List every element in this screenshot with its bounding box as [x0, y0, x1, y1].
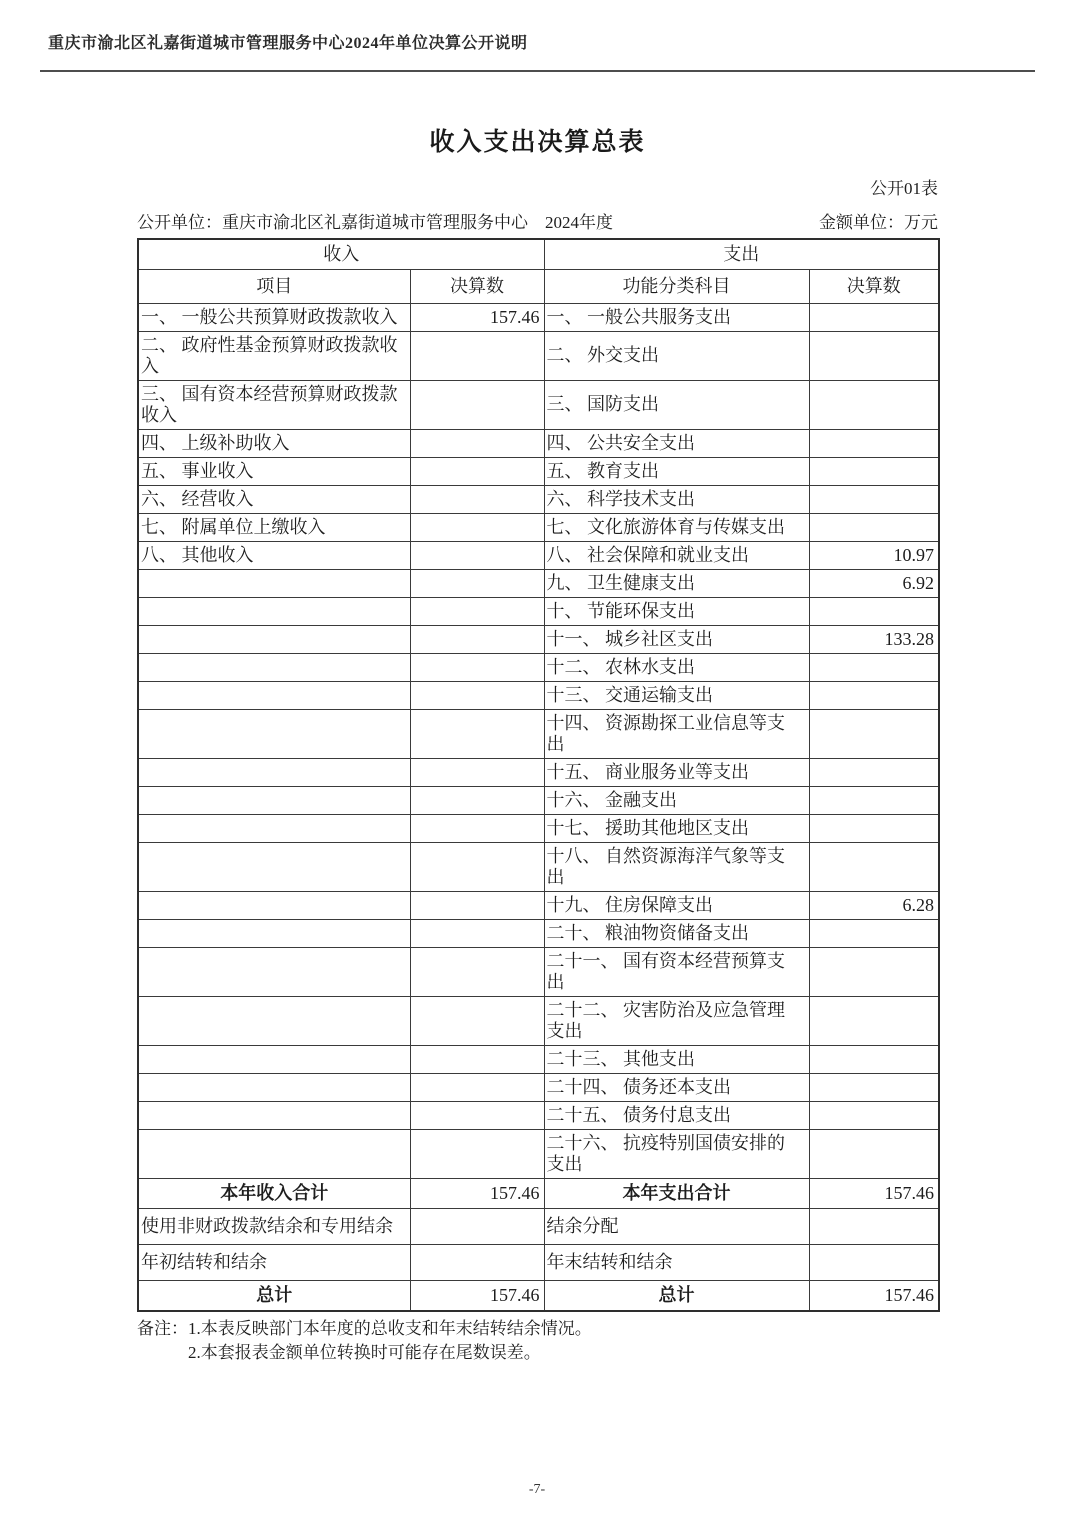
col-header-amount: 决算数 — [410, 269, 544, 303]
expense-value-cell: 6.92 — [809, 569, 939, 597]
expense-item-cell: 十三、 交通运输支出 — [544, 681, 809, 709]
table-row — [138, 1045, 939, 1073]
content-area — [137, 122, 938, 1365]
expense-item-cell: 三、 国防支出 — [544, 380, 809, 429]
income-summary-value-cell: 157.46 — [410, 1280, 544, 1311]
col-header-item: 项目 — [138, 269, 410, 303]
income-value-cell — [410, 1101, 544, 1129]
income-value-cell — [410, 457, 544, 485]
income-summary-label-cell: 本年收入合计 — [138, 1178, 410, 1208]
income-item-cell — [138, 1073, 410, 1101]
income-summary-label-cell: 总计 — [138, 1280, 410, 1311]
income-item-cell — [138, 597, 410, 625]
table-row — [138, 947, 939, 996]
expense-item-cell: 十、 节能环保支出 — [544, 597, 809, 625]
table-row — [138, 429, 939, 457]
table-row — [138, 513, 939, 541]
income-value-cell — [410, 842, 544, 891]
income-item-cell: 二、 政府性基金预算财政拨款收入 — [138, 331, 410, 380]
table-row — [138, 541, 939, 569]
expense-value-cell: 10.97 — [809, 541, 939, 569]
expense-item-cell: 十八、 自然资源海洋气象等支出 — [544, 842, 809, 891]
table-row — [138, 303, 939, 331]
expense-item-cell: 十九、 住房保障支出 — [544, 891, 809, 919]
expense-item-cell: 一、 一般公共服务支出 — [544, 303, 809, 331]
expense-item-cell: 八、 社会保障和就业支出 — [544, 541, 809, 569]
note-line-1: 备注：1.本表反映部门本年度的总收支和年末结转结余情况。 — [137, 1318, 592, 1338]
summary-row — [138, 1178, 939, 1208]
expense-item-cell: 二、 外交支出 — [544, 331, 809, 380]
doc-header: 重庆市渝北区礼嘉街道城市管理服务中心2024年单位决算公开说明 — [48, 35, 528, 52]
expense-item-cell: 十二、 农林水支出 — [544, 653, 809, 681]
income-summary-value-cell — [410, 1208, 544, 1244]
expense-value-cell: 6.28 — [809, 891, 939, 919]
expense-summary-value-cell — [809, 1244, 939, 1280]
expense-value-cell: 133.28 — [809, 625, 939, 653]
income-item-cell: 三、 国有资本经营预算财政拨款收入 — [138, 380, 410, 429]
income-value-cell — [410, 891, 544, 919]
expense-item-cell: 二十六、 抗疫特别国债安排的支出 — [544, 1129, 809, 1178]
income-item-cell — [138, 1045, 410, 1073]
income-item-cell: 五、 事业收入 — [138, 457, 410, 485]
page-number: -7- — [528, 1482, 546, 1497]
table-head — [138, 239, 939, 303]
income-value-cell — [410, 681, 544, 709]
income-item-cell — [138, 947, 410, 996]
table-row — [138, 597, 939, 625]
expense-value-cell — [809, 681, 939, 709]
table-row — [138, 625, 939, 653]
income-value-cell — [410, 569, 544, 597]
col-header-amount-2: 决算数 — [809, 269, 939, 303]
income-summary-label-cell: 使用非财政拨款结余和专用结余 — [138, 1208, 410, 1244]
table-body — [138, 303, 939, 1311]
table-row — [138, 485, 939, 513]
expense-value-cell — [809, 947, 939, 996]
page-title: 收入支出决算总表 — [429, 129, 646, 156]
summary-row — [138, 1280, 939, 1311]
section-header-row — [138, 239, 939, 269]
income-item-cell — [138, 786, 410, 814]
expense-value-cell — [809, 485, 939, 513]
income-item-cell — [138, 1129, 410, 1178]
income-value-cell — [410, 597, 544, 625]
expense-value-cell — [809, 1101, 939, 1129]
income-value-cell — [410, 485, 544, 513]
income-item-cell — [138, 569, 410, 597]
table-row — [138, 786, 939, 814]
income-value-cell — [410, 709, 544, 758]
expense-item-cell: 六、 科学技术支出 — [544, 485, 809, 513]
table-row — [138, 996, 939, 1045]
income-summary-value-cell: 157.46 — [410, 1178, 544, 1208]
expense-section-header: 支出 — [544, 239, 939, 269]
table-row — [138, 1073, 939, 1101]
summary-row — [138, 1244, 939, 1280]
table-row — [138, 1101, 939, 1129]
income-summary-label-cell: 年初结转和结余 — [138, 1244, 410, 1280]
income-item-cell — [138, 919, 410, 947]
income-value-cell: 157.46 — [410, 303, 544, 331]
income-value-cell — [410, 947, 544, 996]
expense-value-cell — [809, 331, 939, 380]
expense-item-cell: 九、 卫生健康支出 — [544, 569, 809, 597]
income-value-cell — [410, 429, 544, 457]
table-row — [138, 457, 939, 485]
income-value-cell — [410, 653, 544, 681]
expense-value-cell — [809, 429, 939, 457]
expense-item-cell: 二十四、 债务还本支出 — [544, 1073, 809, 1101]
table-row — [138, 331, 939, 380]
expense-summary-label-cell: 本年支出合计 — [544, 1178, 809, 1208]
expense-item-cell: 十四、 资源勘探工业信息等支出 — [544, 709, 809, 758]
expense-value-cell — [809, 1045, 939, 1073]
expense-value-cell — [809, 1073, 939, 1101]
table-row — [138, 380, 939, 429]
income-item-cell: 六、 经营收入 — [138, 485, 410, 513]
expense-summary-value-cell: 157.46 — [809, 1280, 939, 1311]
income-item-cell — [138, 1101, 410, 1129]
expense-item-cell: 十五、 商业服务业等支出 — [544, 758, 809, 786]
expense-item-cell: 十七、 援助其他地区支出 — [544, 814, 809, 842]
table-row — [138, 1129, 939, 1178]
expense-summary-label-cell: 结余分配 — [544, 1208, 809, 1244]
table-row — [138, 681, 939, 709]
expense-item-cell: 五、 教育支出 — [544, 457, 809, 485]
amount-unit-label: 金额单位：万元 — [819, 213, 938, 232]
notes — [137, 1317, 938, 1365]
income-item-cell: 八、 其他收入 — [138, 541, 410, 569]
income-value-cell — [410, 919, 544, 947]
header-divider — [40, 70, 1035, 72]
expense-value-cell — [809, 758, 939, 786]
expense-item-cell: 二十三、 其他支出 — [544, 1045, 809, 1073]
expense-value-cell — [809, 597, 939, 625]
income-item-cell — [138, 891, 410, 919]
income-value-cell — [410, 541, 544, 569]
table-code-label: 公开01表 — [870, 179, 938, 198]
income-item-cell — [138, 842, 410, 891]
income-item-cell — [138, 625, 410, 653]
income-value-cell — [410, 1129, 544, 1178]
disclosure-unit-label: 公开单位：重庆市渝北区礼嘉街道城市管理服务中心 2024年度 — [137, 213, 613, 232]
expense-item-cell: 二十一、 国有资本经营预算支出 — [544, 947, 809, 996]
income-value-cell — [410, 786, 544, 814]
expense-item-cell: 四、 公共安全支出 — [544, 429, 809, 457]
expense-value-cell — [809, 513, 939, 541]
income-value-cell — [410, 513, 544, 541]
income-value-cell — [410, 1073, 544, 1101]
income-item-cell: 一、 一般公共预算财政拨款收入 — [138, 303, 410, 331]
income-item-cell — [138, 681, 410, 709]
income-value-cell — [410, 331, 544, 380]
income-value-cell — [410, 380, 544, 429]
expense-value-cell — [809, 919, 939, 947]
income-value-cell — [410, 814, 544, 842]
expense-summary-value-cell: 157.46 — [809, 1178, 939, 1208]
income-value-cell — [410, 1045, 544, 1073]
income-item-cell — [138, 653, 410, 681]
expense-value-cell — [809, 814, 939, 842]
summary-row — [138, 1208, 939, 1244]
table-row — [138, 919, 939, 947]
expense-value-cell — [809, 303, 939, 331]
expense-item-cell: 七、 文化旅游体育与传媒支出 — [544, 513, 809, 541]
expense-value-cell — [809, 653, 939, 681]
income-value-cell — [410, 996, 544, 1045]
expense-value-cell — [809, 842, 939, 891]
expense-item-cell: 十六、 金融支出 — [544, 786, 809, 814]
expense-value-cell — [809, 1129, 939, 1178]
table-row — [138, 814, 939, 842]
expense-summary-label-cell: 总计 — [544, 1280, 809, 1311]
expense-value-cell — [809, 380, 939, 429]
expense-item-cell: 二十、 粮油物资储备支出 — [544, 919, 809, 947]
income-value-cell — [410, 758, 544, 786]
table-row — [138, 758, 939, 786]
table-row — [138, 569, 939, 597]
income-section-header: 收入 — [138, 239, 544, 269]
note-line-2: 2.本套报表金额单位转换时可能存在尾数误差。 — [188, 1342, 541, 1362]
expense-item-cell: 二十二、 灾害防治及应急管理支出 — [544, 996, 809, 1045]
expense-summary-value-cell — [809, 1208, 939, 1244]
income-value-cell — [410, 625, 544, 653]
income-item-cell — [138, 996, 410, 1045]
expense-summary-label-cell: 年末结转和结余 — [544, 1244, 809, 1280]
summary-table — [137, 238, 940, 1312]
income-item-cell — [138, 709, 410, 758]
income-item-cell: 七、 附属单位上缴收入 — [138, 513, 410, 541]
table-row — [138, 891, 939, 919]
income-item-cell: 四、 上级补助收入 — [138, 429, 410, 457]
expense-value-cell — [809, 709, 939, 758]
table-row — [138, 709, 939, 758]
col-header-function: 功能分类科目 — [544, 269, 809, 303]
expense-item-cell: 二十五、 债务付息支出 — [544, 1101, 809, 1129]
table-row — [138, 842, 939, 891]
expense-value-cell — [809, 457, 939, 485]
meta-line — [137, 208, 938, 233]
column-header-row — [138, 269, 939, 303]
expense-value-cell — [809, 786, 939, 814]
table-row — [138, 653, 939, 681]
income-item-cell — [138, 814, 410, 842]
income-summary-value-cell — [410, 1244, 544, 1280]
expense-value-cell — [809, 996, 939, 1045]
expense-item-cell: 十一、 城乡社区支出 — [544, 625, 809, 653]
income-item-cell — [138, 758, 410, 786]
